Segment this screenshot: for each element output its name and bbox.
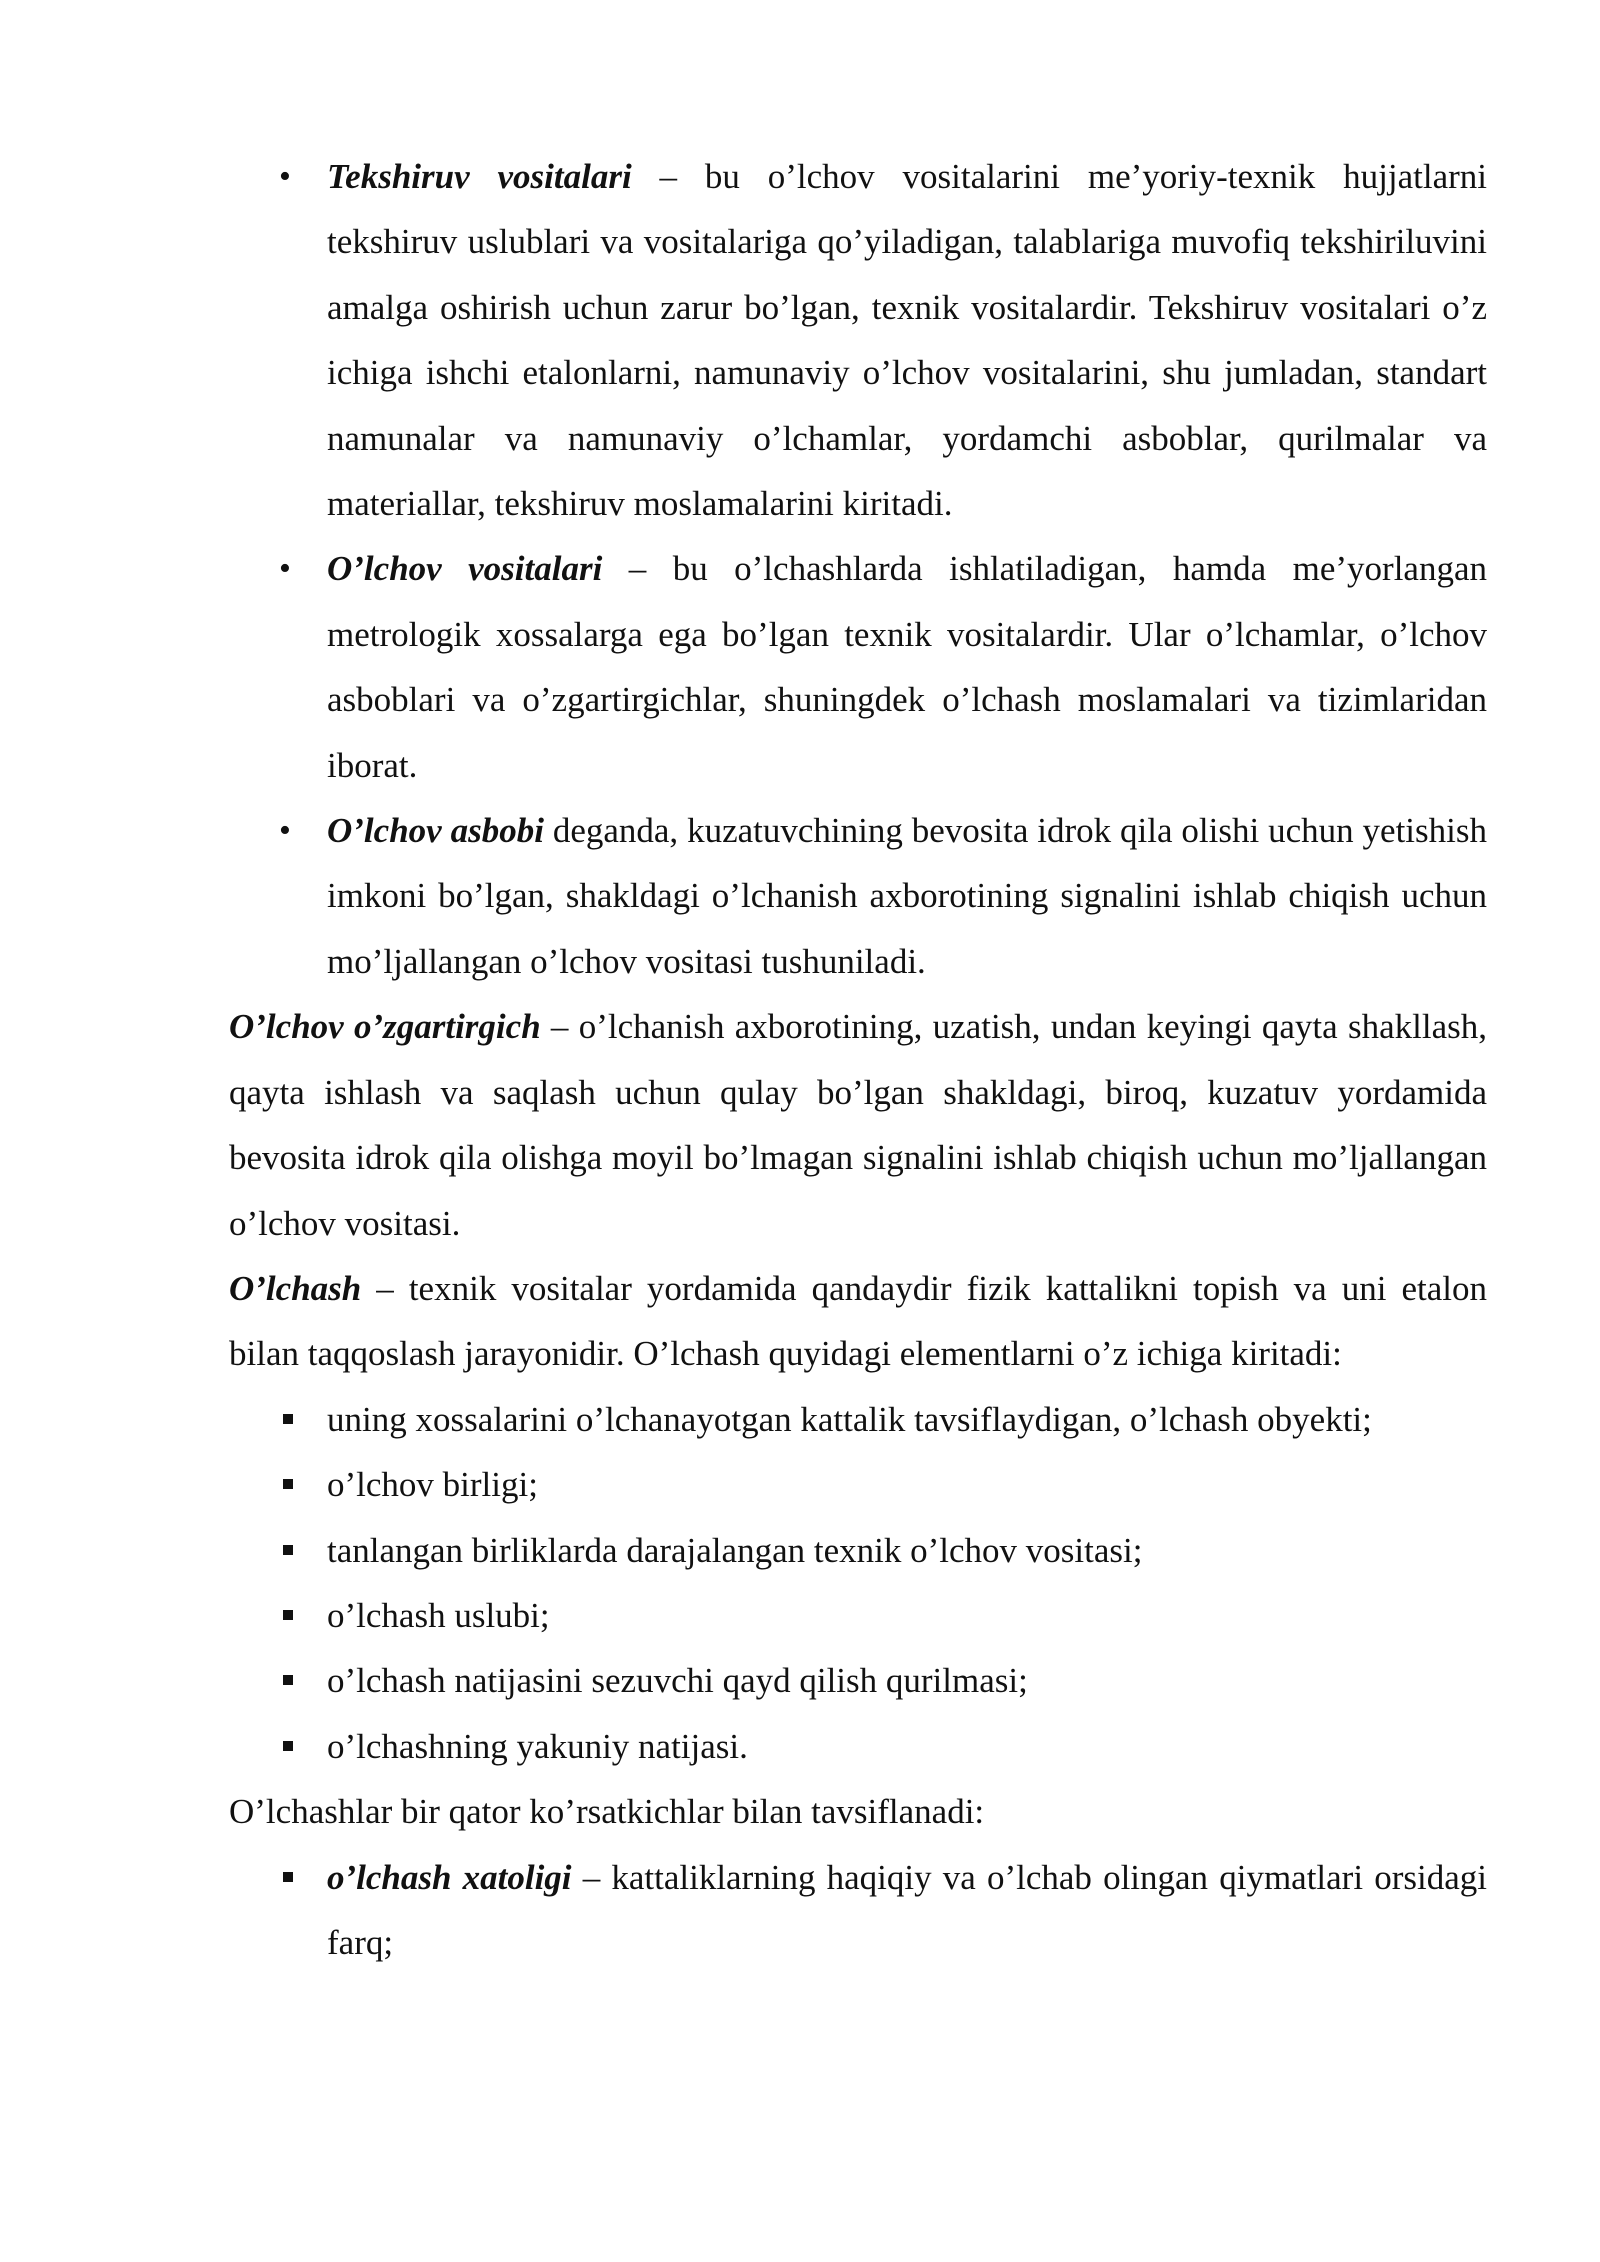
term-olchash-xatoligi: o’lchash xatoligi (327, 1857, 572, 1897)
definition-text: – kattaliklarning haqiqiy va o’lchab olingan qiymatlari orsidagi farq; (327, 1857, 1487, 1962)
measurement-elements-list (229, 1387, 1487, 1779)
term-olchov-vositalari: O’lchov vositalari (327, 549, 603, 589)
document-body (229, 144, 1487, 1975)
paragraph-olchash (229, 1256, 1487, 1387)
list-item: o’lchash natijasini sezuvchi qayd qilish qurilmasi; (229, 1648, 1487, 1713)
list-item: tanlangan birliklarda darajalangan texnik o’lchov vositasi; (229, 1518, 1487, 1583)
list-item: o’lchov birligi; (229, 1452, 1487, 1517)
definition-text: – bu o’lchov vositalarini me’yoriy-texnik hujjatlarni tekshiruv uslublari va vositalariga qo’yiladigan, talablariga muvofiq tekshiriluvini amalga oshirish uchun zarur bo’lgan, texnik vositalardir. Tekshiruv vositalari o’z ichiga ishchi etalonlarni, namunaviy o’lchov vositalarini, shu jumladan, standart namunalar va namunaviy o’lchamlar, yordamchi asboblar, qurilmalar va materiallar, tekshiruv moslamalarini kiritadi. (327, 157, 1487, 524)
definitions-bullet-list (229, 144, 1487, 994)
list-item (229, 798, 1487, 994)
term-tekshiruv-vositalari: Tekshiruv vositalari (327, 157, 632, 196)
list-item (229, 536, 1487, 798)
list-item (229, 1845, 1487, 1976)
term-olchash: O’lchash (229, 1268, 362, 1308)
characteristics-intro: O’lchashlar bir qator ko’rsatkichlar bilan tavsiflanadi: (229, 1792, 985, 1832)
definition-text: deganda, kuzatuvchining bevosita idrok qila olishi uchun yetishish imkoni bo’lgan, shakldagi o’lchanish axborotining signalini ishlab chiqish uchun mo’ljallangan o’lchov vositasi tushuniladi. (327, 811, 1487, 981)
definition-text: – bu o’lchashlarda ishlatiladigan, hamda me’yorlangan metrologik xossalarga ega bo’lgan texnik vositalardir. Ular o’lchamlar, o’lchov asboblari va o’zgartirgichlar, shuningdek o’lchash moslamalari va tizimlaridan iborat. (327, 549, 1487, 785)
term-olchov-ozgartirgich: O’lchov o’zgartirgich (229, 1007, 541, 1047)
list-item: o’lchashning yakuniy natijasi. (229, 1714, 1487, 1779)
list-item (229, 144, 1487, 536)
list-item: uning xossalarini o’lchanayotgan kattalik tavsiflaydigan, o’lchash obyekti; (229, 1387, 1487, 1452)
paragraph-olchov-ozgartirgich (229, 994, 1487, 1256)
definition-text: – o’lchanish axborotining, uzatish, undan keyingi qayta shakllash, qayta ishlash va saqlash uchun qulay bo’lgan shakldagi, biroq, kuzatuv yordamida bevosita idrok qila olishga moyil bo’lmagan signalini ishlab chiqish uchun mo’ljallangan o’lchov vositasi. (229, 1007, 1487, 1243)
definition-text: – texnik vositalar yordamida qandaydir fizik kattalikni topish va uni etalon bilan taqqoslash jarayonidir. O’lchash quyidagi elementlarni o’z ichiga kiritadi: (229, 1268, 1487, 1374)
list-item: o’lchash uslubi; (229, 1583, 1487, 1648)
term-olchov-asbobi: O’lchov asbobi (327, 811, 544, 851)
characteristics-list (229, 1845, 1487, 1976)
